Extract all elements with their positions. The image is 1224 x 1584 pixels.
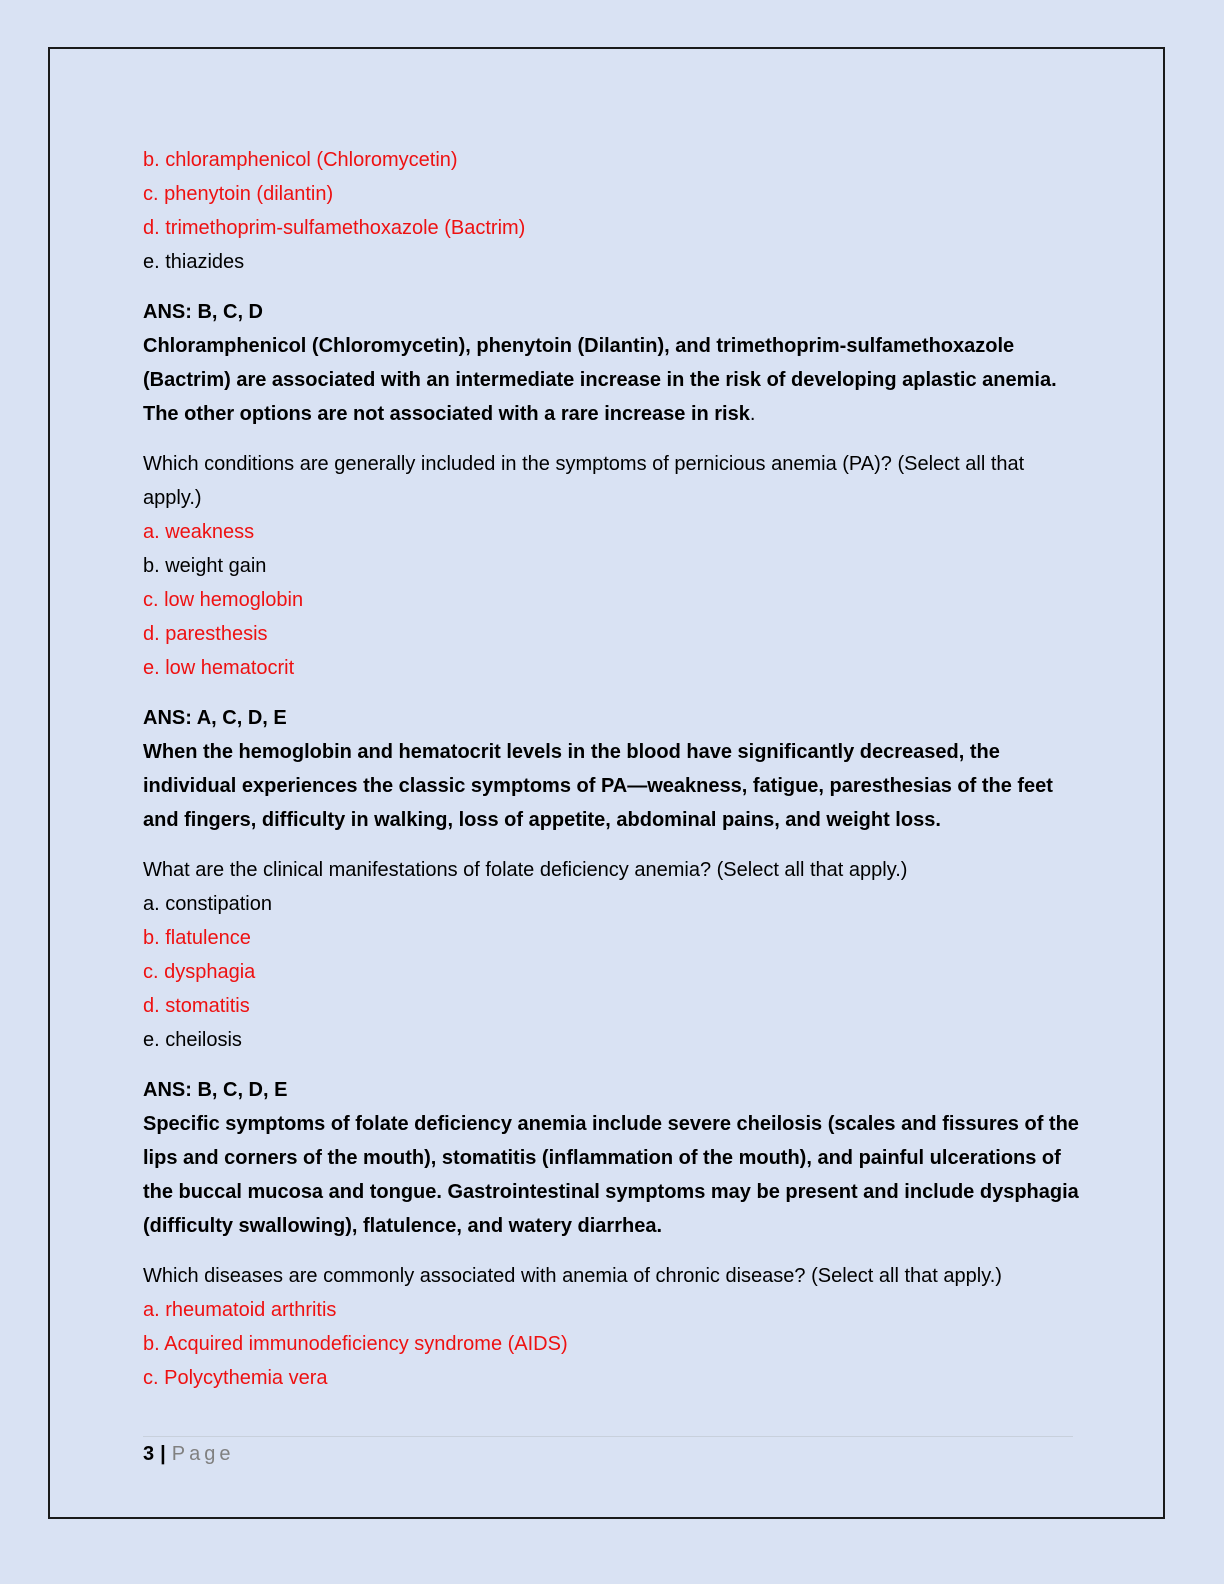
footer-separator: | (160, 1443, 166, 1465)
q1-option-b: b. chloramphenicol (Chloromycetin) (143, 149, 458, 171)
q1-option-c: c. phenytoin (dilantin) (143, 183, 334, 205)
footer-divider (143, 1436, 1073, 1437)
q3-option-d: d. stomatitis (143, 995, 250, 1017)
q1-answer: ANS: B, C, D (143, 301, 263, 323)
q2-rationale: When the hemoglobin and hematocrit levels in the blood have significantly decreased, the individual experiences the classic symptoms of PA—weakness, fatigue, paresthesias of the feet and fingers, difficulty in walking, loss of appetite, abdominal pains, and weight loss. (143, 741, 1053, 831)
q1-option-e: e. thiazides (143, 251, 245, 273)
q1-rationale-end: . (749, 403, 756, 425)
q2-answer: ANS: A, C, D, E (143, 707, 287, 729)
page-number: 3 (143, 1443, 155, 1465)
q1-rationale-text: Chloramphenicol (Chloromycetin), phenytoin (Dilantin), and trimethoprim-sulfamethoxazole (Bactrim) are associated with an intermediate increase in the risk of developing aplastic anemia. The other options are not associated with a rare increase in risk (143, 335, 1057, 425)
q4-option-b: b. Acquired immunodeficiency syndrome (AIDS) (143, 1333, 568, 1355)
q3-option-a: a. constipation (143, 893, 272, 915)
q3-option-e: e. cheilosis (143, 1029, 242, 1051)
q4-question: Which diseases are commonly associated with anemia of chronic disease? (Select all that apply.) (143, 1265, 1002, 1287)
q4-option-a: a. rheumatoid arthritis (143, 1299, 337, 1321)
q2-question: Which conditions are generally included in the symptoms of pernicious anemia (PA)? (Select all that apply.) (143, 453, 1025, 509)
q3-option-b: b. flatulence (143, 927, 251, 949)
document-content (143, 143, 1083, 1395)
page-label: Page (171, 1443, 235, 1465)
q3-option-c: c. dysphagia (143, 961, 256, 983)
q1-rationale (143, 329, 1083, 431)
q2-option-b: b. weight gain (143, 555, 267, 577)
q2-option-a: a. weakness (143, 521, 255, 543)
q2-option-e: e. low hematocrit (143, 657, 295, 679)
q4-option-c: c. Polycythemia vera (143, 1367, 328, 1389)
page-footer (143, 1440, 234, 1468)
q2-option-c: c. low hemoglobin (143, 589, 304, 611)
q3-question: What are the clinical manifestations of folate deficiency anemia? (Select all that apply.) (143, 859, 908, 881)
q3-rationale: Specific symptoms of folate deficiency anemia include severe cheilosis (scales and fissures of the lips and corners of the mouth), stomatitis (inflammation of the mouth), and painful ulcerations of the buccal mucosa and tongue. Gastrointestinal symptoms may be present and include dysphagia (difficulty swallowing), flatulence, and watery diarrhea. (143, 1113, 1079, 1237)
q3-answer: ANS: B, C, D, E (143, 1079, 288, 1101)
q1-option-d: d. trimethoprim-sulfamethoxazole (Bactrim) (143, 217, 526, 239)
q2-option-d: d. paresthesis (143, 623, 268, 645)
